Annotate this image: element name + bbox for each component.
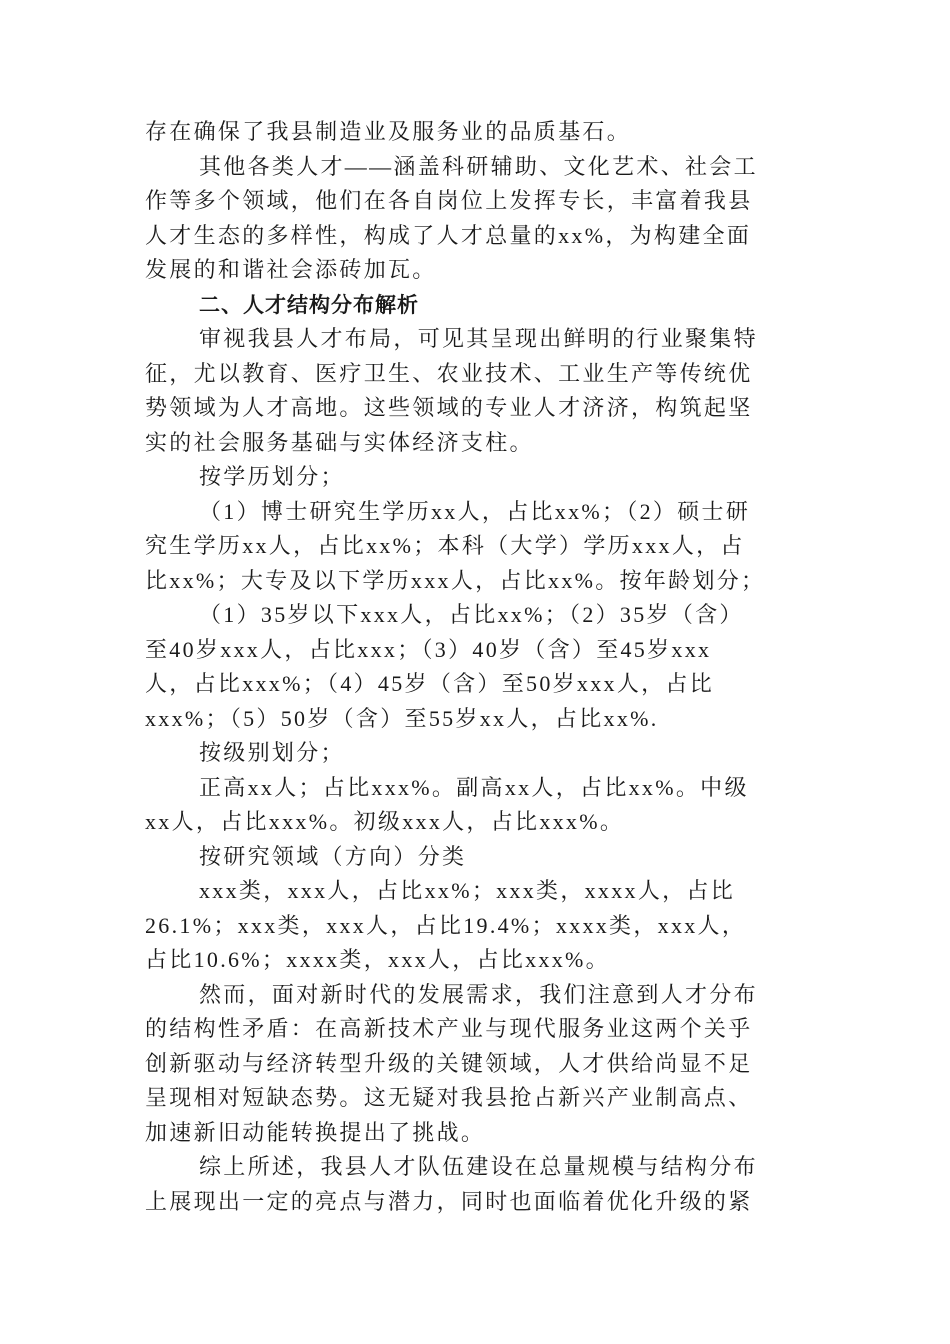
text-line: xxx%；（5）50岁（含）至55岁xx人，占比xx%. bbox=[145, 705, 659, 731]
paragraph-start-line: 其他各类人才——涵盖科研辅助、文化艺术、社会工 bbox=[199, 153, 758, 179]
text-line: 上展现出一定的亮点与潜力，同时也面临着优化升级的紧 bbox=[145, 1188, 753, 1214]
text-line: xx人，占比xxx%。初级xxx人，占比xxx%。 bbox=[145, 809, 625, 834]
paragraph-start-line: 审视我县人才布局，可见其呈现出鲜明的行业聚集特 bbox=[199, 326, 758, 351]
text-line: 征，尤以教育、医疗卫生、农业技术、工业生产等传统优 bbox=[145, 360, 753, 386]
text-line: 人才生态的多样性，构成了人才总量的xx%，为构建全面 bbox=[145, 222, 752, 248]
text-line: 26.1%；xxx类，xxx人，占比19.4%；xxxx类，xxx人， bbox=[145, 912, 747, 938]
section-heading: 二、人才结构分布解析 bbox=[199, 292, 419, 317]
text-line: 作等多个领域，他们在各自岗位上发挥专长，丰富着我县 bbox=[145, 188, 753, 213]
text-line: 的结构性矛盾：在高新技术产业与现代服务业这两个关乎 bbox=[145, 1016, 753, 1041]
paragraph-start-line: （1）35岁以下xxx人，占比xx%；（2）35岁（含） bbox=[199, 602, 744, 627]
text-line: 人，占比xxx%；（4）45岁（含）至50岁xxx人，占比 bbox=[145, 671, 715, 696]
text-line: 创新驱动与经济转型升级的关键领域，人才供给尚显不足 bbox=[145, 1050, 753, 1076]
subheading-level: 按级别划分； bbox=[199, 740, 345, 765]
document-body bbox=[145, 115, 807, 1219]
paragraph-start-line: 正高xx人；占比xxx%。副高xx人，占比xx%。中级 bbox=[199, 774, 749, 800]
text-line: 至40岁xxx人，占比xxx；（3）40岁（含）至45岁xxx bbox=[145, 636, 712, 662]
text-line: 究生学历xx人，占比xx%；本科（大学）学历xxx人，占 bbox=[145, 533, 745, 558]
paragraph-start-line: 然而，面对新时代的发展需求，我们注意到人才分布 bbox=[199, 981, 758, 1007]
text-line: 势领域为人才高地。这些领域的专业人才济济，构筑起坚 bbox=[145, 395, 753, 420]
subheading-education: 按学历划分； bbox=[199, 464, 345, 489]
subheading-research-field: 按研究领域（方向）分类 bbox=[199, 843, 467, 869]
paragraph-start-line: xxx类，xxx人，占比xx%；xxx类，xxxx人，占比 bbox=[199, 878, 736, 903]
paragraph-start-line: 综上所述，我县人才队伍建设在总量规模与结构分布 bbox=[199, 1154, 758, 1179]
text-line: 存在确保了我县制造业及服务业的品质基石。 bbox=[145, 119, 632, 144]
text-line: 发展的和谐社会添砖加瓦。 bbox=[145, 257, 437, 282]
text-line: 实的社会服务基础与实体经济支柱。 bbox=[145, 429, 534, 455]
text-line: 占比10.6%；xxxx类，xxx人，占比xxx%。 bbox=[145, 947, 610, 972]
text-line: 加速新旧动能转换提出了挑战。 bbox=[145, 1119, 486, 1145]
text-line: 呈现相对短缺态势。这无疑对我县抢占新兴产业制高点、 bbox=[145, 1085, 753, 1110]
paragraph-start-line: （1）博士研究生学历xx人，占比xx%；（2）硕士研 bbox=[199, 498, 751, 524]
text-line: 比xx%；大专及以下学历xxx人，占比xx%。按年龄划分； bbox=[145, 567, 766, 593]
